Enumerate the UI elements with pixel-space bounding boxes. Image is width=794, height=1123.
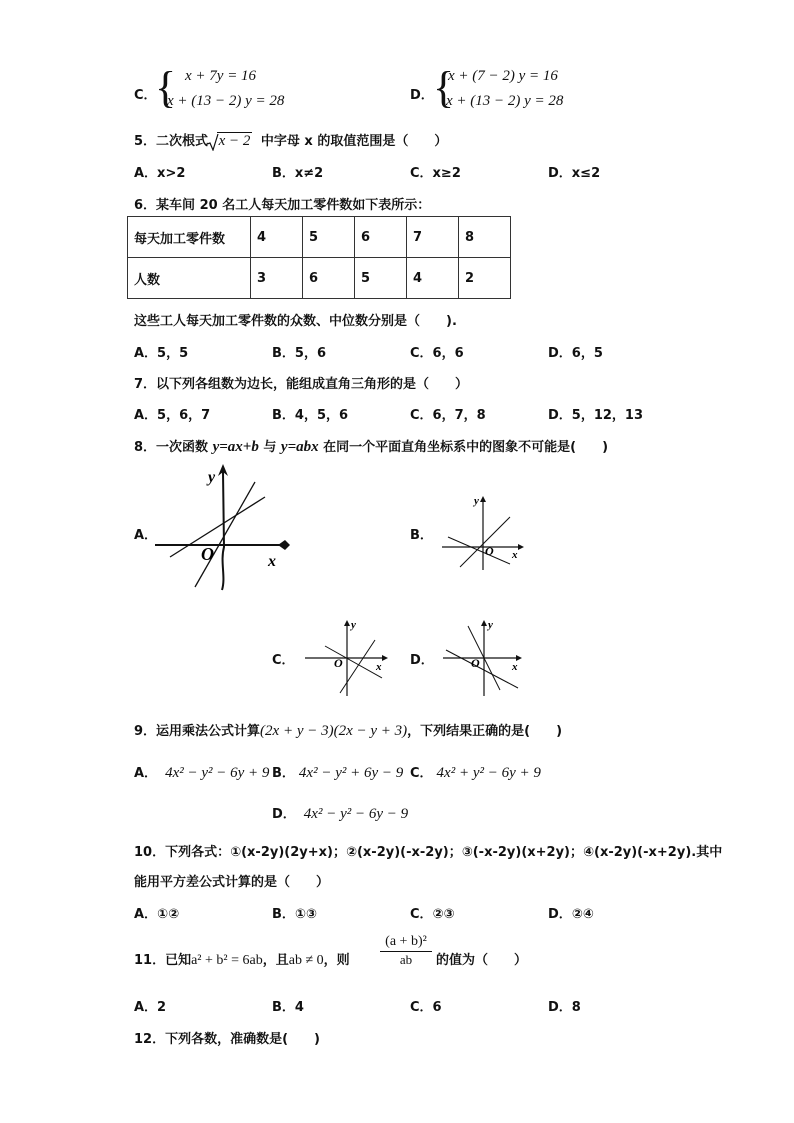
q6-question: 这些工人每天加工零件数的众数、中位数分别是（ ). <box>134 314 457 329</box>
q10-option-c: C．②③ <box>410 907 455 922</box>
q9-suffix: ，下列结果正确的是( ) <box>407 724 563 739</box>
equation: x + (13 − 2) y = 28 <box>167 93 285 109</box>
q7-stem: 7．以下列各组数为边长，能组成直角三角形的是（ ） <box>134 377 469 392</box>
radical-sign-icon <box>207 133 219 151</box>
option-expression: 4x² − y² − 6y + 9 <box>165 765 270 781</box>
q8-mid: 与 <box>258 440 281 455</box>
q5-prefix: 5．二次根式 <box>134 134 209 149</box>
q9-stem <box>134 720 562 740</box>
option-expression: 4x² − y² + 6y − 9 <box>298 765 404 781</box>
table-row <box>128 258 511 299</box>
radical <box>217 133 253 150</box>
equation: x + (7 − 2) y = 16 <box>448 68 558 84</box>
brace: { <box>433 63 455 112</box>
origin-label: O <box>471 656 480 670</box>
x-axis-label: x <box>268 553 276 570</box>
q8-graph-d <box>438 618 528 698</box>
arrow-icon <box>382 655 388 661</box>
q11-option-b: B．4 <box>272 1000 304 1015</box>
arrow-icon <box>480 496 486 502</box>
option-label: A． <box>134 766 158 781</box>
q6-stem: 6．某车间 20 名工人每天加工零件数如下表所示： <box>134 198 431 213</box>
table-header-cell: 每天加工零件数 <box>128 217 251 258</box>
q5-stem <box>134 130 447 150</box>
table-cell: 4 <box>251 217 303 258</box>
origin-label: O <box>201 544 214 564</box>
q10-option-a: A．①② <box>134 907 180 922</box>
q5-option-d: D．x≤2 <box>548 166 601 181</box>
table-cell: 2 <box>459 258 511 299</box>
q10-stem-line1: 10．下列各式：①(x-2y)(2y+x)；②(x-2y)(-x-2y)；③(-x-2y)(x+2y)；④(x-2y)(-x+2y).其中 <box>134 845 723 860</box>
table-cell: 6 <box>355 217 407 258</box>
line-graph <box>446 650 518 688</box>
x-axis-label: x <box>512 661 518 673</box>
q11-fraction <box>380 934 432 968</box>
q6-option-b: B．5，6 <box>272 346 326 361</box>
arrow-icon <box>481 620 487 626</box>
q5-suffix: 中字母 x 的取值范围是（ ） <box>260 134 448 149</box>
arrow-icon <box>344 620 350 626</box>
option-label: D． <box>272 807 296 822</box>
table-cell: 6 <box>303 258 355 299</box>
q8-prefix: 8．一次函数 <box>134 440 213 455</box>
q11-option-c: C．6 <box>410 1000 442 1015</box>
line-graph <box>195 482 255 587</box>
brace: { <box>155 63 177 112</box>
x-axis-label: x <box>376 661 382 673</box>
q8-option-d-label: D． <box>410 653 434 668</box>
q9-option-c <box>410 762 541 782</box>
equation: x + 7y = 16 <box>185 68 257 84</box>
fraction-numerator: (a + b)² <box>380 934 432 952</box>
q8-option-c-label: C． <box>272 653 295 668</box>
q7-option-d: D．5，12，13 <box>548 408 644 423</box>
q10-option-b: B．①③ <box>272 907 317 922</box>
q11-condition: ab ≠ 0 <box>288 953 324 968</box>
q9-option-b <box>272 762 403 782</box>
q9-option-a <box>134 762 269 782</box>
table-cell: 3 <box>251 258 303 299</box>
q6-table <box>127 216 511 299</box>
option-expression: 4x² + y² − 6y + 9 <box>436 765 541 781</box>
y-axis-label: y <box>351 619 356 631</box>
table-cell: 4 <box>407 258 459 299</box>
q9-option-d <box>272 803 408 823</box>
q11-prefix: 11．已知 <box>134 953 192 968</box>
equation: x + (13 − 2) y = 28 <box>446 93 564 109</box>
function-2: y=abx <box>280 439 319 455</box>
q11-suffix: 的值为（ ） <box>436 953 528 968</box>
q7-option-b: B．4，5，6 <box>272 408 349 423</box>
y-axis-label: y <box>474 495 479 507</box>
line-graph <box>460 517 510 567</box>
q8-option-a-label: A． <box>134 528 158 543</box>
y-axis-label: y <box>208 469 216 486</box>
line-graph <box>340 640 375 693</box>
arrow-icon <box>278 540 290 550</box>
q8-graph-c <box>300 618 395 698</box>
radicand: x − 2 <box>218 133 251 149</box>
function-1: y=ax+b <box>212 439 259 455</box>
q8-stem <box>134 436 608 456</box>
table-row <box>128 217 511 258</box>
table-cell: 5 <box>303 217 355 258</box>
q5-option-b: B．x≠2 <box>272 166 324 181</box>
q7-option-c: C．6，7，8 <box>410 408 486 423</box>
q9-expression: (2x + y − 3)(2x − y + 3) <box>260 723 408 739</box>
q8-option-b-label: B． <box>410 528 433 543</box>
arrow-icon <box>518 544 524 550</box>
q11-mid: ，且 <box>262 953 289 968</box>
q4-option-c-label: C． <box>134 88 157 103</box>
y-axis <box>222 472 224 590</box>
option-label: B． <box>272 766 295 781</box>
q11-option-d: D．8 <box>548 1000 581 1015</box>
q7-option-a: A．5，6，7 <box>134 408 211 423</box>
q11-mid2: ，则 <box>323 953 350 968</box>
origin-label: O <box>334 656 343 670</box>
fraction-denominator: ab <box>399 952 413 967</box>
q10-option-d: D．②④ <box>548 907 594 922</box>
option-expression: 4x² − y² − 6y − 9 <box>303 806 409 822</box>
q6-option-a: A．5，5 <box>134 346 189 361</box>
q11-option-a: A．2 <box>134 1000 167 1015</box>
q5-option-c: C．x≥2 <box>410 166 461 181</box>
y-axis-label: y <box>488 619 493 631</box>
x-axis-label: x <box>512 549 518 561</box>
q11-stem <box>134 949 350 969</box>
q6-option-d: D．6，5 <box>548 346 603 361</box>
line-graph <box>448 537 510 564</box>
q8-graph-a <box>150 462 290 592</box>
q8-suffix: 在同一个平面直角坐标系中的图象不可能是( ) <box>318 440 609 455</box>
option-label: C． <box>410 766 433 781</box>
q9-prefix: 9．运用乘法公式计算 <box>134 724 261 739</box>
q8-graph-b <box>440 492 530 572</box>
q5-option-a: A．x>2 <box>134 166 186 181</box>
q6-option-c: C．6，6 <box>410 346 464 361</box>
origin-label: O <box>485 544 494 558</box>
table-cell: 8 <box>459 217 511 258</box>
q4-option-d-label: D． <box>410 88 434 103</box>
table-header-cell: 人数 <box>128 258 251 299</box>
q12-stem: 12．下列各数，准确数是( ) <box>134 1032 320 1047</box>
table-cell: 5 <box>355 258 407 299</box>
q10-stem-line2: 能用平方差公式计算的是（ ） <box>134 875 330 890</box>
table-cell: 7 <box>407 217 459 258</box>
q11-given: a² + b² = 6ab <box>191 953 263 968</box>
